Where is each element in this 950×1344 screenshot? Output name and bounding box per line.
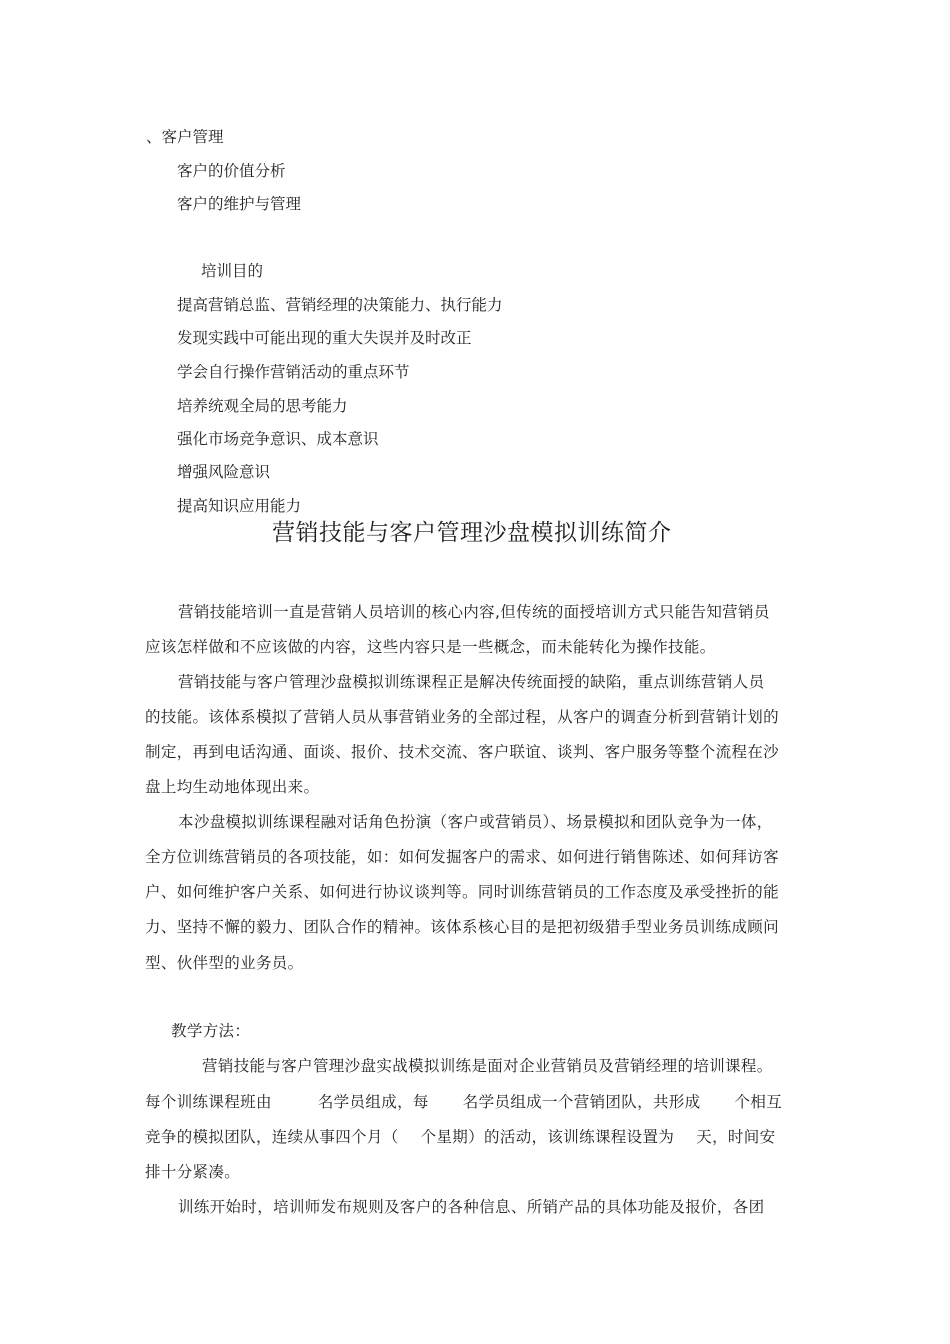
goal-item: 强化市场竞争意识、成本意识 [177,430,379,448]
paragraph-line: 训练开始时，培训师发布规则及客户的各种信息、所销产品的具体功能及报价，各团 [178,1198,765,1216]
text-segment: 个相互 [734,1093,783,1111]
paragraph-line: 的技能。该体系模拟了营销人员从事营销业务的全部过程，从客户的调查分析到营销计划的 [145,708,780,726]
paragraph-line: 型、伙伴型的业务员。 [145,954,304,972]
paragraph-line: 本沙盘模拟训练课程融对话角色扮演（客户或营销员）、场景模拟和团队竞争为一体， [178,813,773,831]
text-segment: 个星期）的活动，该训练课程设置为 [420,1128,675,1146]
goal-item: 学会自行操作营销活动的重点环节 [177,363,410,381]
list-item: 客户的维护与管理 [177,195,302,213]
goal-item: 提高知识应用能力 [177,497,302,515]
paragraph-line: 全方位训练营销员的各项技能，如：如何发掘客户的需求、如何进行销售陈述、如何拜访客 [145,848,780,866]
goal-item: 提高营销总监、营销经理的决策能力、执行能力 [177,296,503,314]
list-item: 客户的价值分析 [177,162,286,180]
paragraph-line: 制定，再到电话沟通、面谈、报价、技术交流、客户联谊、谈判、客户服务等整个流程在沙 [145,743,780,761]
text-segment: 名学员组成一个营销团队，共形成 [462,1093,701,1111]
paragraph-line: 营销技能培训一直是营销人员培训的核心内容,但传统的面授培训方式只能告知营销员 [178,603,770,621]
paragraph-line: 排十分紧凑。 [145,1163,241,1181]
paragraph-line: 营销技能与客户管理沙盘模拟训练课程正是解决传统面授的缺陷，重点训练营销人员 [178,673,765,691]
text-segment: 天，时间安 [696,1128,776,1146]
goal-item: 增强风险意识 [177,463,271,481]
paragraph-line: 营销技能与客户管理沙盘实战模拟训练是面对企业营销员及营销经理的培训课程。 [202,1057,773,1075]
text-segment: 每个训练课程班由 [145,1093,272,1111]
paragraph-line: 力、坚持不懈的毅力、团队合作的精神。该体系核心目的是把初级猎手型业务员训练成顾问 [145,918,780,936]
paragraph-line [145,1127,775,1147]
paragraph-line [145,1092,782,1112]
method-heading: 教学方法： [171,1022,251,1040]
paragraph-line: 应该怎样做和不应该做的内容，这些内容只是一些概念，而未能转化为操作技能。 [145,638,716,656]
text-segment: 名学员组成，每 [317,1093,429,1111]
paragraph-line: 盘上均生动地体现出来。 [145,778,320,796]
section-heading-customer-management: 、客户管理 [146,128,224,146]
goals-heading: 培训目的 [201,262,264,280]
goal-item: 培养统观全局的思考能力 [177,397,348,415]
paragraph-line: 户、如何维护客户关系、如何进行协议谈判等。同时训练营销员的工作态度及承受挫折的能 [145,883,780,901]
document-title: 营销技能与客户管理沙盘模拟训练简介 [272,520,672,546]
goal-item: 发现实践中可能出现的重大失误并及时改正 [177,329,472,347]
text-segment: 竞争的模拟团队，连续从事四个月（ [145,1128,399,1146]
